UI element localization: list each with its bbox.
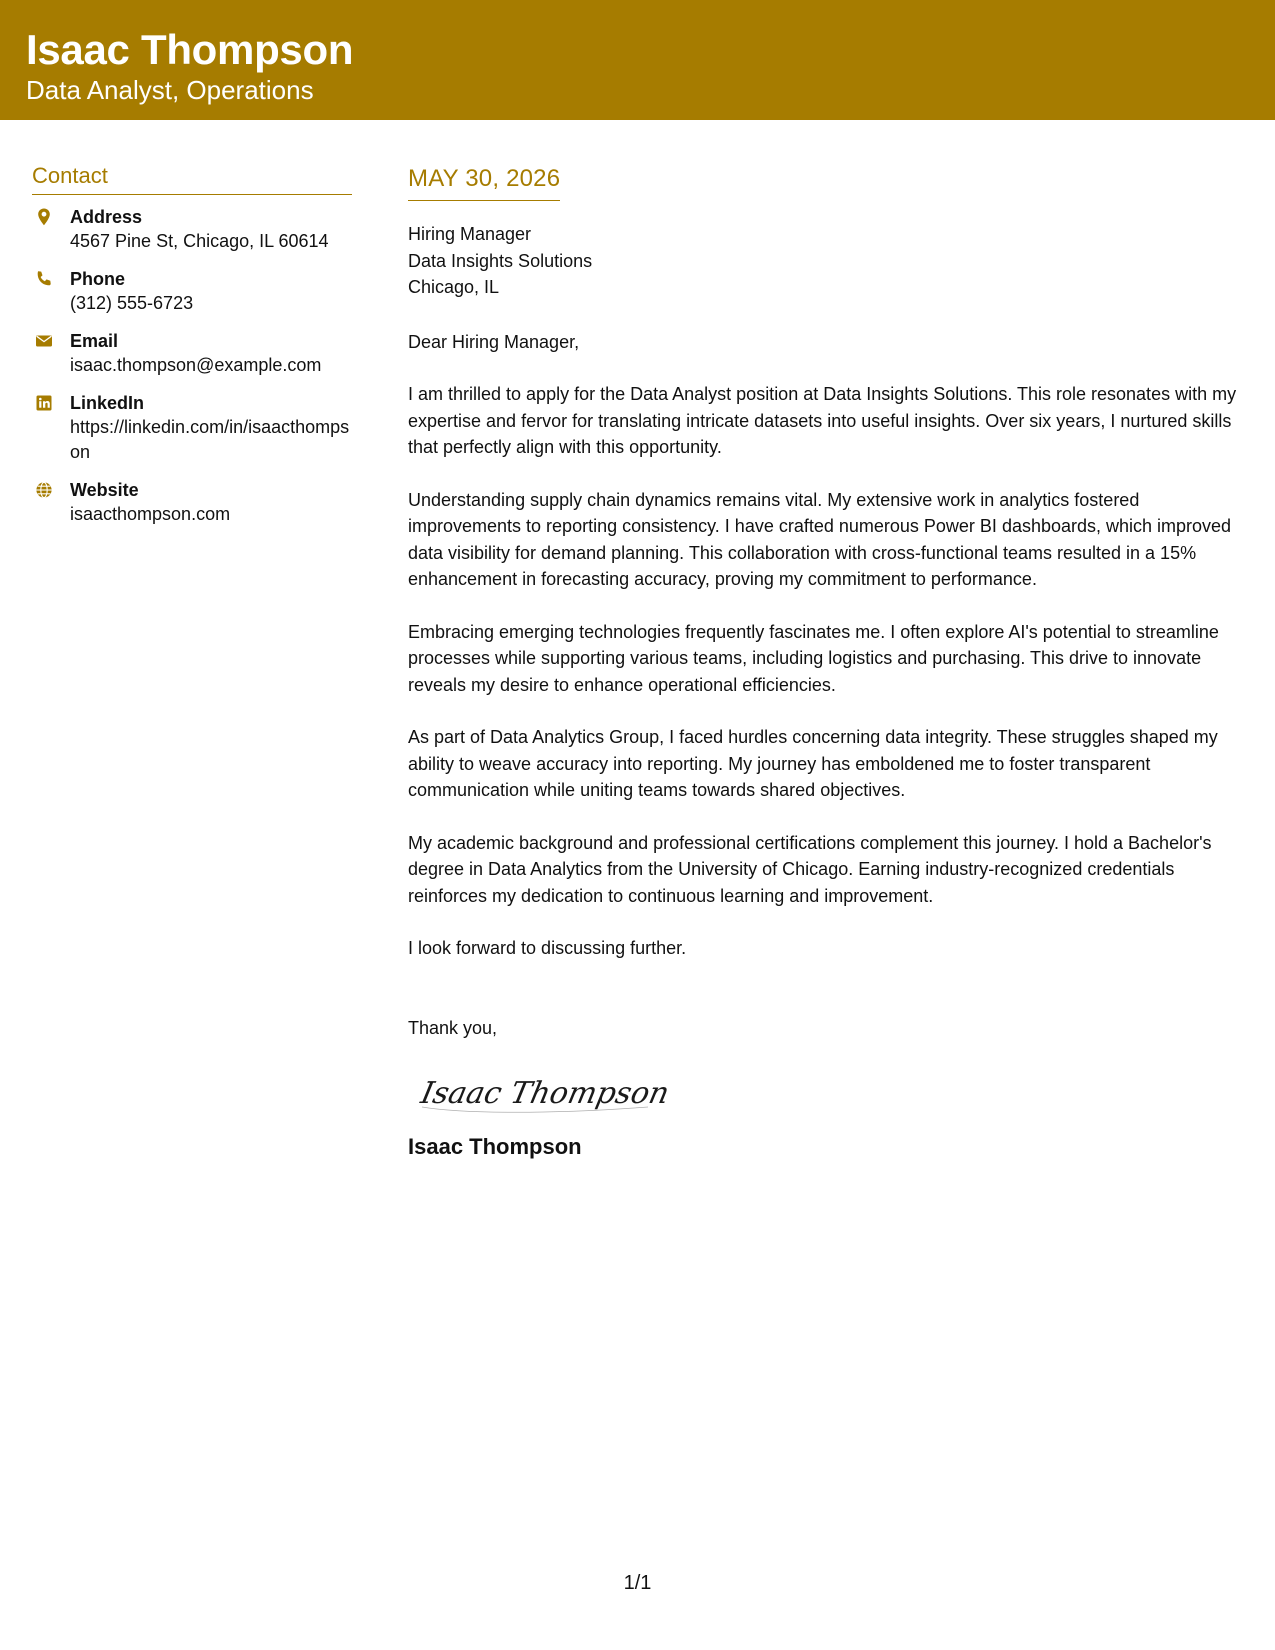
contact-label: Website — [70, 480, 139, 500]
phone-icon — [34, 269, 54, 289]
salutation: Dear Hiring Manager, — [408, 331, 580, 352]
letter-paragraph: Understanding supply chain dynamics remains vital. My extensive work in analytics fostered improvements to reporting consistency. I have crafted numerous Power BI dashboards, which improved data visibility for demand planning. This collaboration with cross-functional teams resulted in a 15% enhancement in forecasting accuracy, proving my commitment to performance. — [408, 489, 1232, 589]
contact-label: Phone — [70, 269, 126, 289]
contact-label: Address — [70, 207, 143, 227]
letter-paragraph: As part of Data Analytics Group, I faced hurdles concerning data integrity. These struggles shaped my ability to weave accuracy into reporting. My journey has emboldened me to foster transparent communication while uniting teams towards shared objectives. — [408, 727, 1218, 800]
recipient-company: Data Insights Solutions — [408, 250, 593, 271]
handwritten-signature — [418, 1063, 678, 1123]
header-banner — [0, 0, 1275, 120]
linkedin-icon — [34, 393, 54, 413]
letter-body — [408, 164, 1253, 1161]
contact-linkedin — [32, 391, 352, 465]
contact-label: LinkedIn — [70, 393, 145, 413]
svg-text:Isaac Thompson: Isaac Thompson — [418, 1076, 673, 1111]
contact-value: isaac.thompson@example.com — [70, 355, 322, 375]
contact-value: isaacthompson.com — [70, 504, 231, 524]
letter-paragraph: My academic background and professional certifications complement this journey. I hold a Bachelor's degree in Data Analytics from the University of Chicago. Earning industry-recognized credentials reinforces my dedication to continuous learning and improvement. — [408, 832, 1212, 906]
contact-heading: Contact — [32, 162, 352, 195]
letter-date: MAY 30, 2026 — [408, 164, 560, 201]
contact-label: Email — [70, 331, 119, 351]
contact-value: 4567 Pine St, Chicago, IL 60614 — [70, 231, 329, 251]
recipient-location: Chicago, IL — [408, 277, 500, 297]
globe-icon — [34, 480, 54, 500]
contact-value: https://linkedin.com/in/isaacthompson — [70, 417, 350, 462]
letter-paragraph: I look forward to discussing further. — [408, 938, 687, 958]
contact-address — [32, 205, 352, 254]
signed-name: Isaac Thompson — [408, 1134, 582, 1159]
closing: Thank you, — [408, 1017, 498, 1038]
envelope-icon — [34, 331, 54, 351]
page-number: 1/1 — [623, 1572, 652, 1594]
recipient-title: Hiring Manager — [408, 224, 532, 244]
applicant-name: Isaac Thompson — [26, 26, 354, 73]
letter-paragraph: Embracing emerging technologies frequently fascinates me. I often explore AI's potential to streamline processes while supporting various teams, including logistics and purchasing. This drive to innovate reveals my desire to enhance operational efficiencies. — [408, 621, 1219, 695]
contact-phone — [32, 267, 352, 316]
contact-value: (312) 555-6723 — [70, 293, 194, 313]
contact-website — [32, 478, 352, 527]
letter-paragraph: I am thrilled to apply for the Data Analyst position at Data Insights Solutions. This role resonates with my expertise and fervor for translating intricate datasets into useful insights. Over six years, I nurtured skills that perfectly align with this opportunity. — [408, 384, 1237, 457]
location-pin-icon — [34, 207, 54, 227]
contact-sidebar — [32, 162, 352, 540]
recipient-block — [408, 221, 1253, 301]
contact-email — [32, 329, 352, 378]
applicant-role: Data Analyst, Operations — [26, 75, 314, 105]
